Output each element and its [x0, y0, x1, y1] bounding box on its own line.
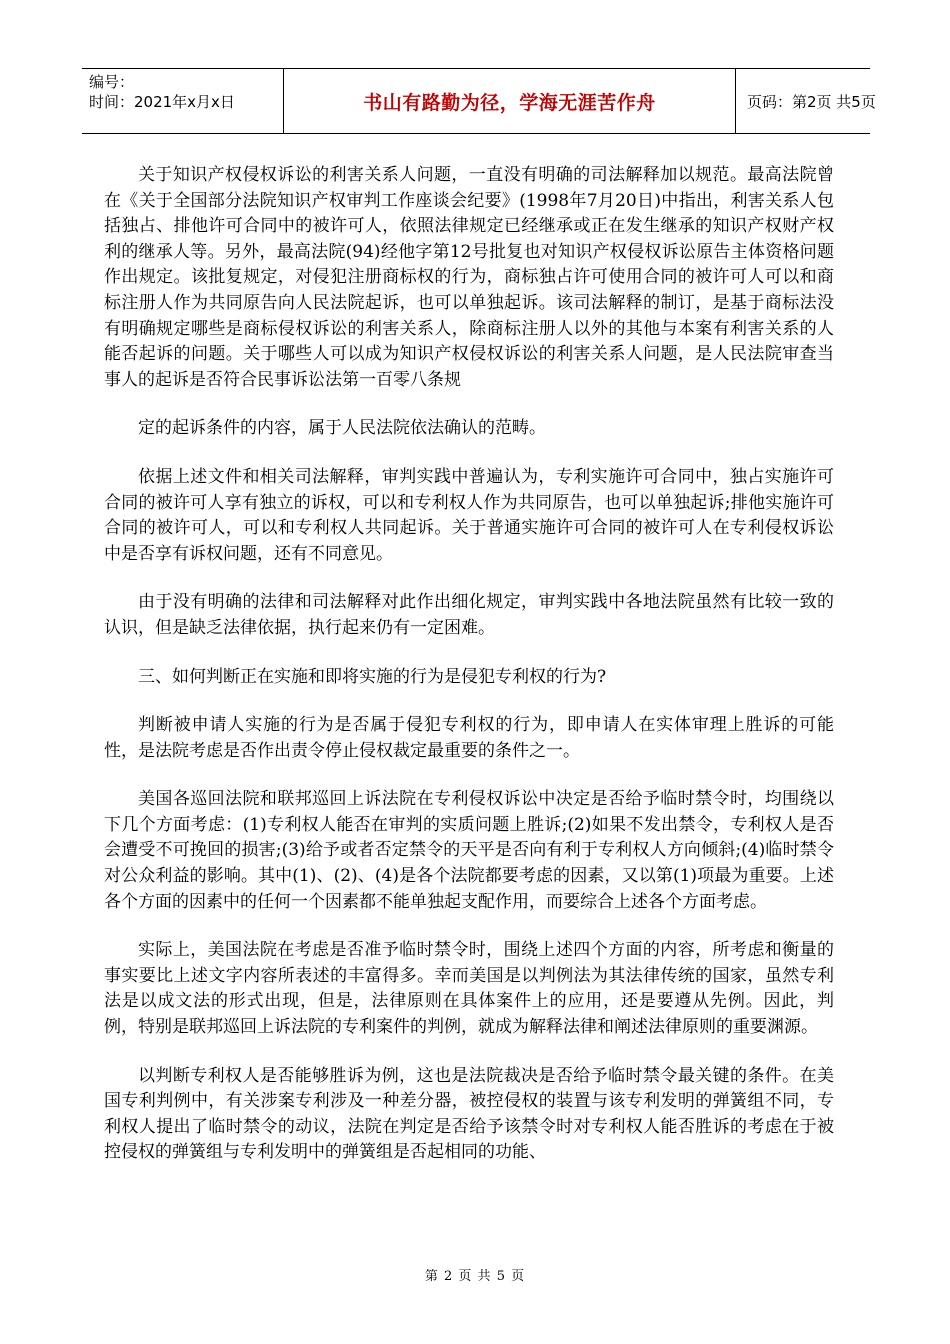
paragraph-3: 依据上述文件和相关司法解释，审判实践中普遍认为，专利实施许可合同中，独占实施许可合同的被许可人享有独立的诉权，可以和专利权人作为共同原告，也可以单独起诉;排他实施许可合同的被许可人，可以和专利权人共同起诉。关于普通实施许可合同的被许可人在专利侵权诉讼中是否享有诉权问题，还有不同意见。	[104, 466, 834, 564]
paragraph-6: 判断被申请人实施的行为是否属于侵犯专利权的行为，即申请人在实体审理上胜诉的可能性，是法院考虑是否作出责令停止侵权裁定最重要的条件之一。	[104, 715, 834, 761]
paragraph-4: 由于没有明确的法律和司法解释对此作出细化规定，审判实践中各地法院虽然有比较一致的认识，但是缺乏法律依据，执行起来仍有一定困难。	[104, 592, 834, 638]
document-number-label: 编号：	[89, 73, 135, 91]
page-footer: 第 2 页 共 5 页	[424, 1269, 526, 1284]
paragraph-9: 以判断专利权人是否能够胜诉为例，这也是法院裁决是否给予临时禁令最关键的条件。在美国专利判例中，有关涉案专利涉及一种差分器，被控侵权的装置与该专利发明的弹簧组不同，专利权人提出了临时禁令的动议，法院在判定是否给予该禁令时对专利权人能否胜诉的考虑在于被控侵权的弹簧组与专利发明中的弹簧组是否起相同的功能、	[104, 1065, 834, 1163]
paragraph-2: 定的起诉条件的内容，属于人民法院依法确认的范畴。	[138, 418, 546, 439]
document-header	[82, 68, 876, 134]
header-page-info: 页码：第2页 共5页	[747, 92, 876, 111]
paragraph-7: 美国各巡回法院和联邦巡回上诉法院在专利侵权诉讼中决定是否给予临时禁令时，均围绕以下几个方面考虑：(1)专利权人能否在审判的实质问题上胜诉;(2)如果不发出禁令，专利权人是否会遭受不可挽回的损害;(3)给予或者否定禁令的天平是否向有利于专利权人方向倾斜;(4)临时禁令对公众利益的影响。其中(1)、(2)、(4)是各个法院都要考虑的因素，又以第(1)项最为重要。上述各个方面的因素中的任何一个因素都不能单独起支配作用，而要综合上述各个方面考虑。	[104, 789, 834, 912]
header-motto-cell	[284, 69, 736, 133]
paragraph-1: 关于知识产权侵权诉讼的利害关系人问题，一直没有明确的司法解释加以规范。最高法院曾在《关于全国部分法院知识产权审判工作座谈会纪要》(1998年7月20日)中指出，利害关系人包括独占、排他许可合同中的被许可人，依照法律规定已经继承或正在发生继承的知识产权财产权利的继承人等。另外，最高法院(94)经他字第12号批复也对知识产权侵权诉讼原告主体资格问题作出规定。该批复规定，对侵犯注册商标权的行为，商标独占许可使用合同的被许可人可以和商标注册人作为共同原告向人民法院起诉，也可以单独起诉。该司法解释的制订，是基于商标法没有明确规定哪些是商标侵权诉讼的利害关系人，除商标注册人以外的其他与本案有利害关系的人能否起诉的问题。关于哪些人可以成为知识产权侵权诉讼的利害关系人问题，是人民法院审查当事人的起诉是否符合民事诉讼法第一百零八条规	[104, 165, 834, 390]
document-body	[104, 163, 834, 1189]
header-motto: 书山有路勤为径，学海无涯苦作舟	[363, 91, 656, 114]
header-meta-cell	[82, 69, 284, 133]
document-date-label: 时间：2021年x月x日	[89, 93, 235, 111]
section-heading-3: 三、如何判断正在实施和即将实施的行为是侵犯专利权的行为?	[138, 666, 607, 687]
header-page-cell	[736, 69, 876, 133]
paragraph-8: 实际上，美国法院在考虑是否准予临时禁令时，围绕上述四个方面的内容，所考虑和衡量的事实要比上述文字内容所表述的丰富得多。幸而美国是以判例法为其法律传统的国家，虽然专利法是以成文法的形式出现，但是，法律原则在具体案件上的应用，还是要遵从先例。因此，判例，特别是联邦巡回上诉法院的专利案件的判例，就成为解释法律和阐述法律原则的重要渊源。	[104, 940, 834, 1038]
